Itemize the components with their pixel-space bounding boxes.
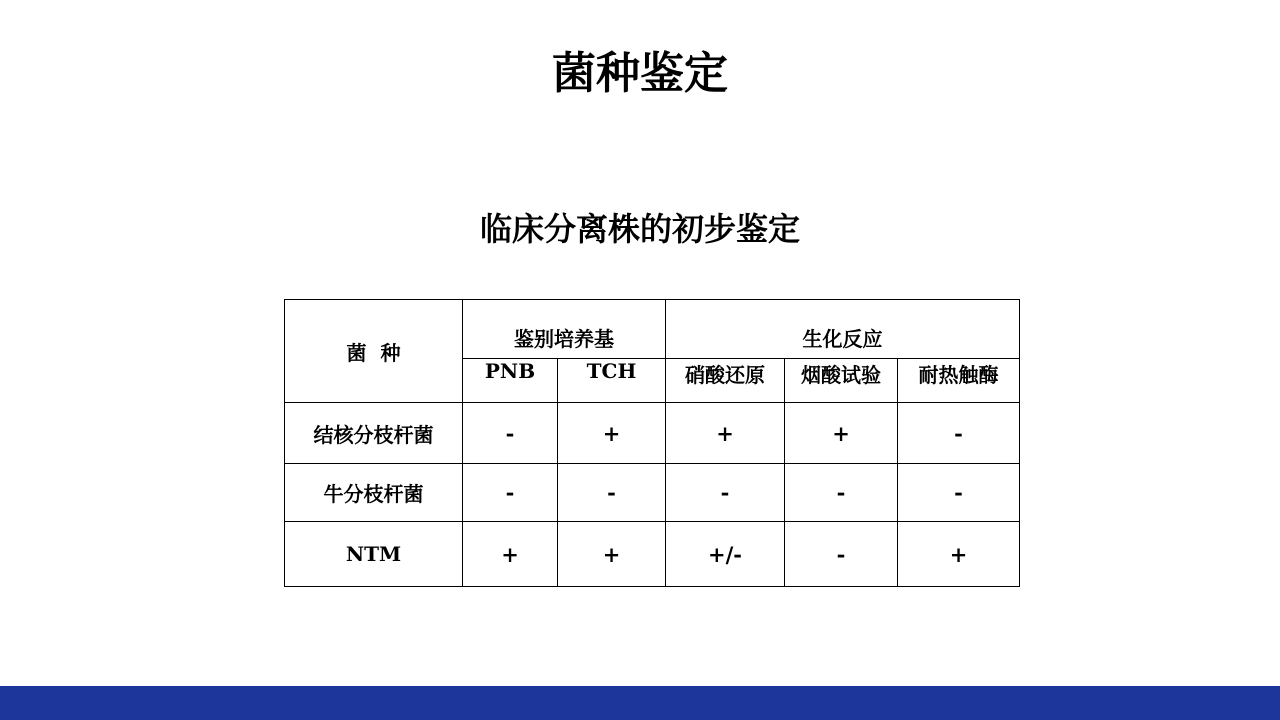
- table-cell: -: [463, 464, 558, 522]
- table-row: [285, 522, 1020, 587]
- table-cell: -: [785, 464, 898, 522]
- table-row: [285, 464, 1020, 522]
- footer-bar: [0, 686, 1280, 720]
- table-cell: +: [898, 522, 1020, 587]
- species-name: NTM: [285, 522, 463, 587]
- table-cell: -: [558, 464, 666, 522]
- table-cell: +: [785, 403, 898, 464]
- identification-table: [284, 299, 1020, 587]
- table-cell: +: [666, 403, 785, 464]
- species-header: 菌 种: [285, 300, 463, 403]
- culture-media-header: 鉴别培养基: [463, 300, 666, 359]
- table-cell: -: [666, 464, 785, 522]
- table-subtitle: 临床分离株的初步鉴定: [479, 210, 800, 248]
- table-cell: +: [558, 522, 666, 587]
- table-cell: +: [558, 403, 666, 464]
- biochemical-header: 生化反应: [666, 300, 1020, 359]
- table-cell: -: [898, 464, 1020, 522]
- table-cell: -: [785, 522, 898, 587]
- table-cell: +: [463, 522, 558, 587]
- column-header-pnb: PNB: [463, 359, 558, 403]
- table-cell: -: [898, 403, 1020, 464]
- column-header-tch: TCH: [558, 359, 666, 403]
- species-name: 牛分枝杆菌: [285, 464, 463, 522]
- species-name: 结核分枝杆菌: [285, 403, 463, 464]
- slide-title: 菌种鉴定: [552, 48, 728, 99]
- column-header-catalase: 耐热触酶: [898, 359, 1020, 403]
- table-cell: -: [463, 403, 558, 464]
- column-header-nitrate: 硝酸还原: [666, 359, 785, 403]
- table-row: [285, 403, 1020, 464]
- column-header-niacin: 烟酸试验: [785, 359, 898, 403]
- table-cell: +/-: [666, 522, 785, 587]
